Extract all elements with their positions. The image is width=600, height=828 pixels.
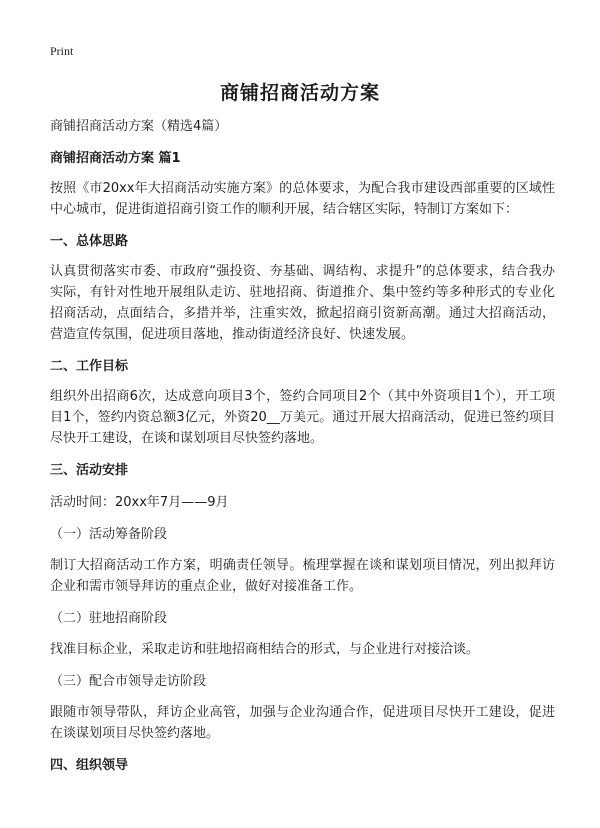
section-heading-work-goals: 二、工作目标 [50,359,129,374]
document-subtitle: 商铺招商活动方案（精选4篇） [50,119,228,134]
page-title: 商铺招商活动方案 [219,82,380,104]
phase-body-preparation: 制订大招商活动工作方案，明确责任领导。梳理掌握在谈和谋划项目情况，列出拟拜访企业和需市领导拜访的重点企业，做好对接准备工作。 [50,558,555,594]
section-heading-overall-approach: 一、总体思路 [50,234,129,249]
section-body-work-goals: 组织外出招商6次，达成意向项目3个，签约合同项目2个（其中外资项目1个），开工项目1个，签约内资总额3亿元，外资20__万美元。通过开展大招商活动，促进已签约项目尽快开工建设，在谈和谋划项目尽快签约落地。 [50,389,555,446]
activity-time: 活动时间：20xx年7月——9月 [50,495,229,510]
phase-heading-onsite: （二）驻地招商阶段 [50,611,168,626]
intro-paragraph: 按照《市20xx年大招商活动实施方案》的总体要求，为配合我市建设西部重要的区域性中心城市，促进街道招商引资工作的顺利开展，结合辖区实际，特制订方案如下： [50,181,555,217]
phase-body-onsite: 找准目标企业，采取走访和驻地招商相结合的形式，与企业进行对接洽谈。 [50,642,480,657]
phase-heading-leader-visits: （三）配合市领导走访阶段 [50,674,207,689]
section-heading-activity-schedule: 三、活动安排 [50,463,129,478]
section-body-overall-approach: 认真贯彻落实市委、市政府“强投资、夯基础、调结构、求提升”的总体要求，结合我办实际，有针对性地开展组队走访、驻地招商、街道推介、集中签约等多种形式的专业化招商活动，点面结合，多措并举，注重实效，掀起招商引资新高潮。通过大招商活动，营造宣传氛围，促进项目落地，推动街道经济良好、快速发展。 [50,264,555,342]
phase-body-leader-visits: 跟随市领导带队，拜访企业高管，加强与企业沟通合作，促进项目尽快开工建设，促进在谈谋划项目尽快签约落地。 [50,705,555,741]
document-body [50,116,555,785]
article-heading: 商铺招商活动方案 篇1 [50,151,181,166]
phase-heading-preparation: （一）活动筹备阶段 [50,527,168,542]
print-label: Print [50,44,74,58]
section-heading-organization: 四、组织领导 [50,758,129,773]
